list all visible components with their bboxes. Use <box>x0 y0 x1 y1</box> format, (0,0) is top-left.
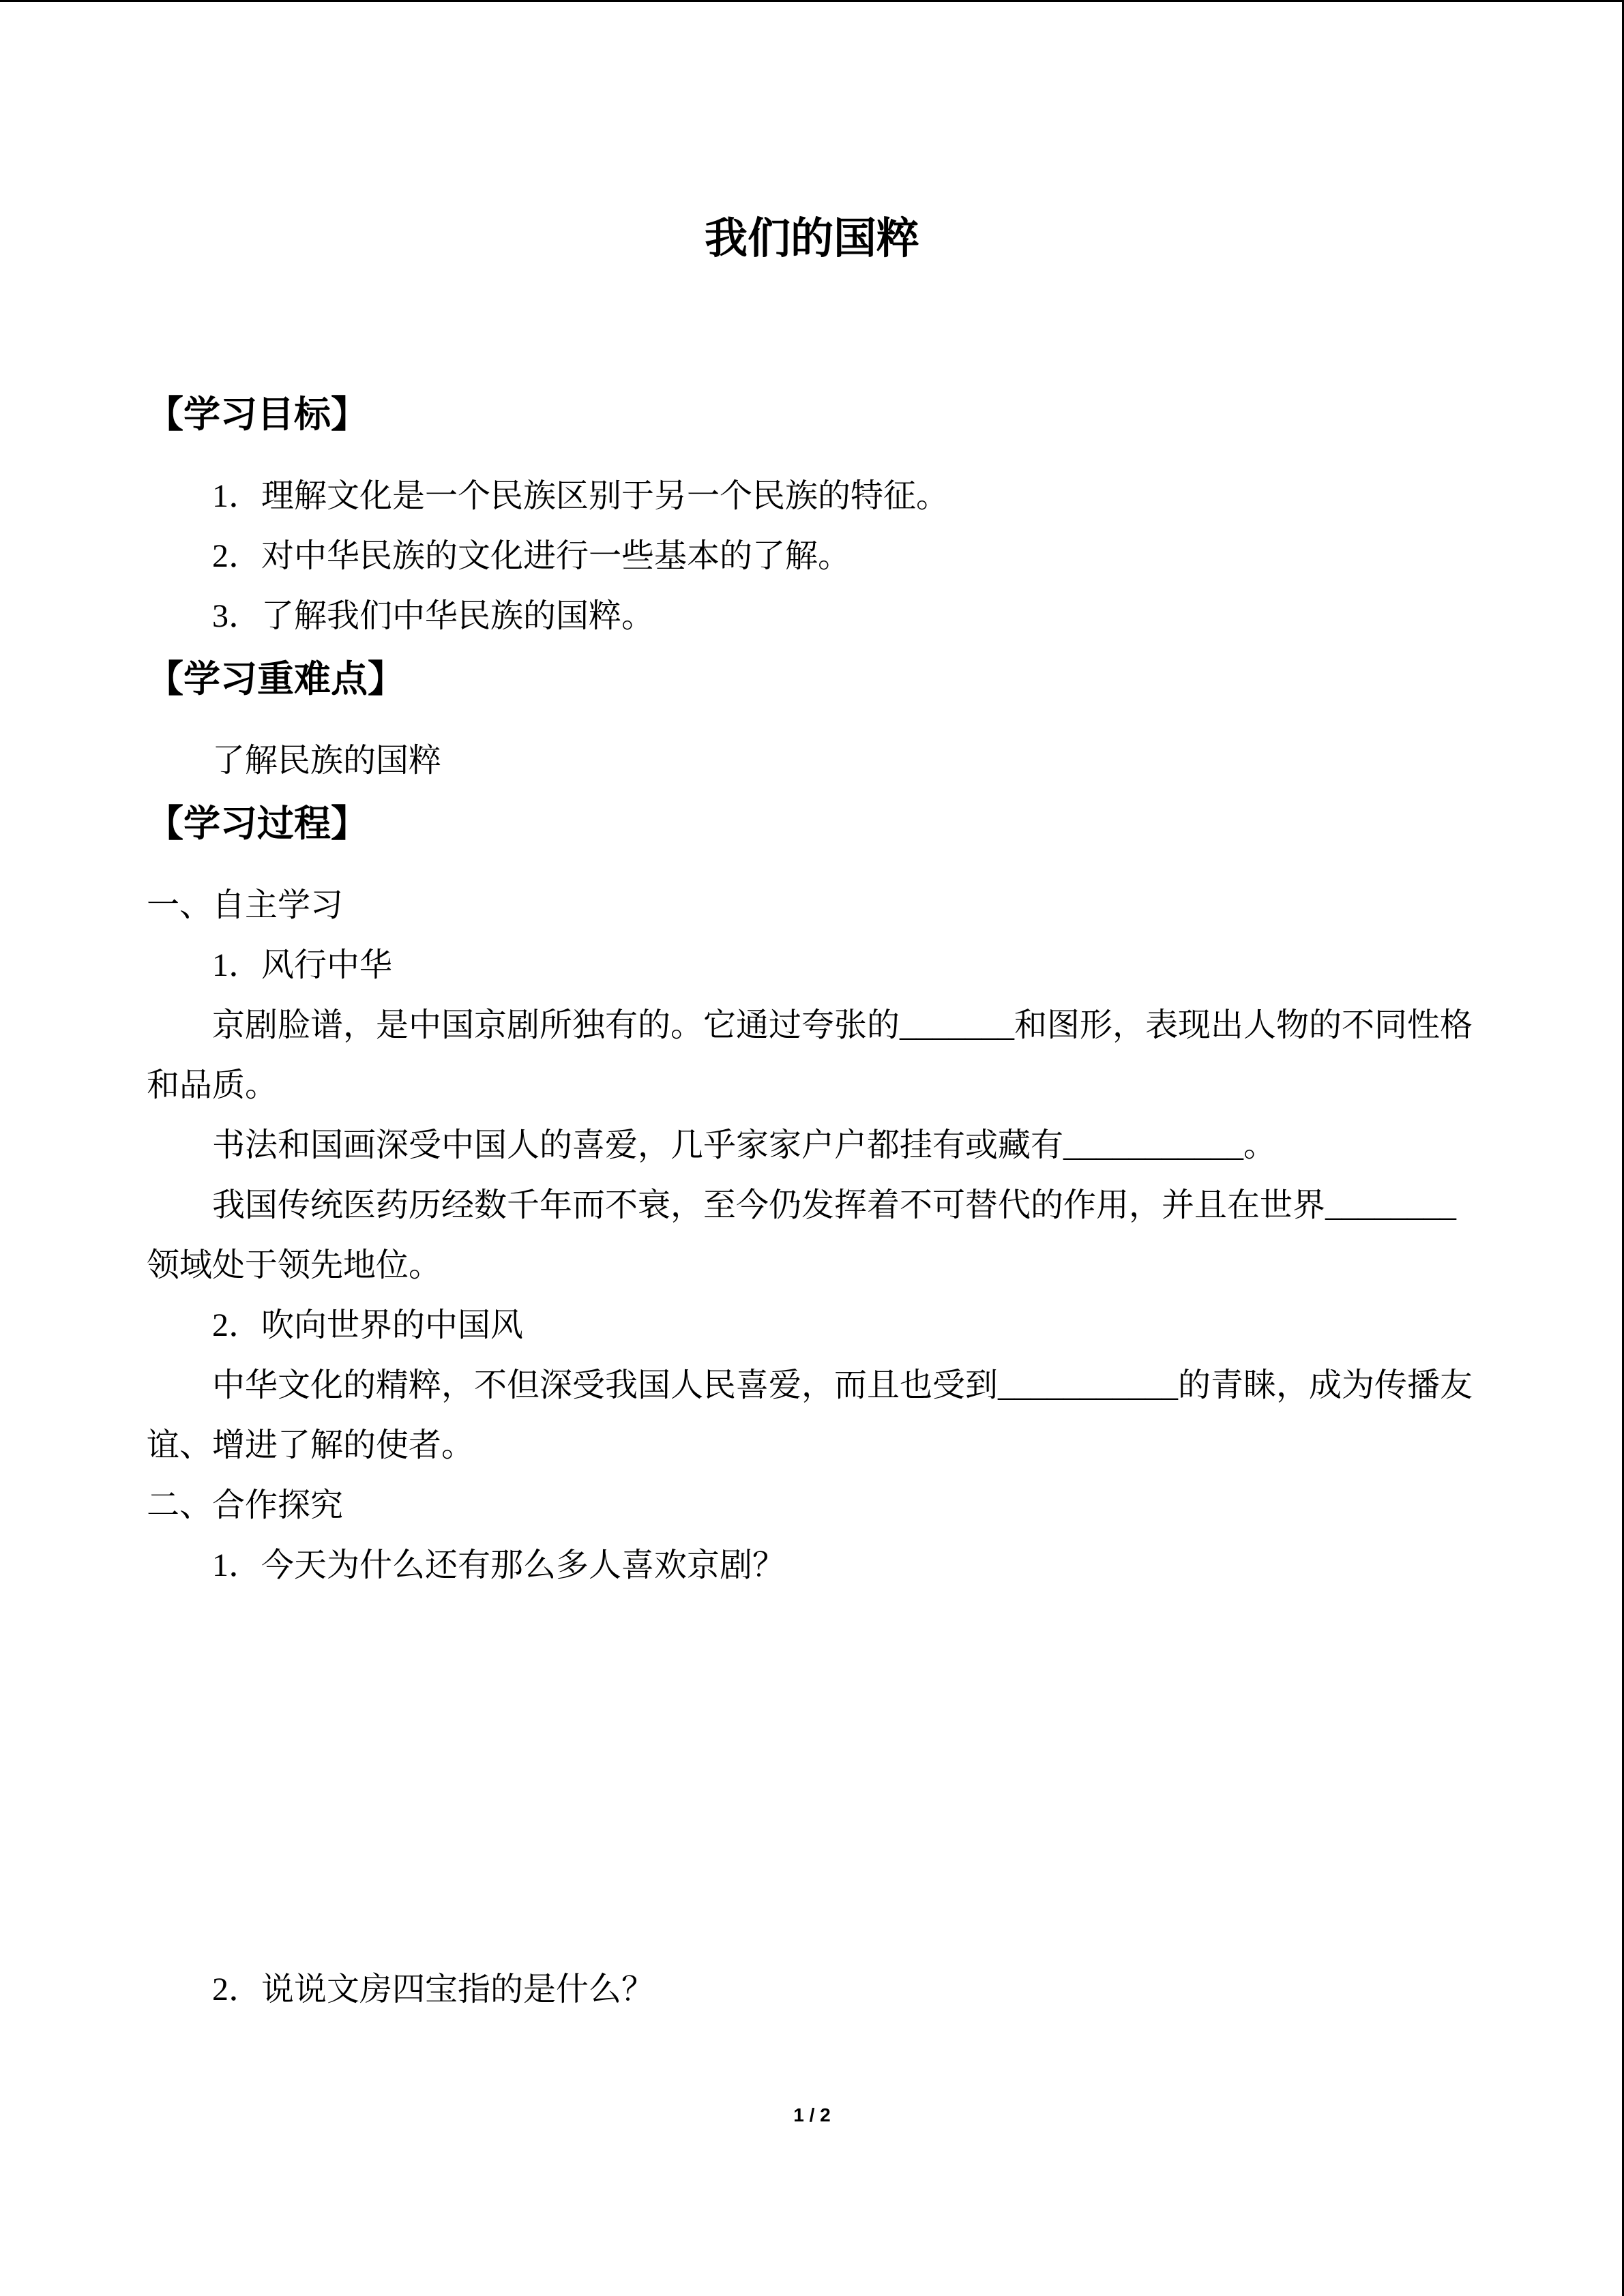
page-number: 1 / 2 <box>793 2104 831 2126</box>
paragraph-culture-essence-line-1: 中华文化的精粹，不但深受我国人民喜爱，而且也受到___________的青睐，成为传播友 <box>212 1367 1473 1403</box>
paragraph-culture-essence-line-2: 谊、增进了解的使者。 <box>147 1427 475 1463</box>
question-2: 2．说说文房四宝指的是什么？ <box>212 1971 655 2008</box>
question-1: 1．今天为什么还有那么多人喜欢京剧？ <box>212 1547 786 1583</box>
objective-item-1: 1．理解文化是一个民族区别于另一个民族的特征。 <box>212 478 949 514</box>
document-title: 我们的国粹 <box>705 215 919 263</box>
section-heading-process: 【学习过程】 <box>147 803 368 844</box>
part-heading-self-study: 一、自主学习 <box>147 887 344 923</box>
paragraph-medicine-line-2: 领域处于领先地位。 <box>147 1247 442 1283</box>
objective-item-2: 2．对中华民族的文化进行一些基本的了解。 <box>212 538 851 574</box>
part-heading-cooperative-inquiry: 二、合作探究 <box>147 1487 344 1523</box>
document-body <box>147 386 1477 2020</box>
objective-item-3: 3．了解我们中华民族的国粹。 <box>212 598 655 634</box>
subheading-chinese-wind: 2．吹向世界的中国风 <box>212 1307 524 1343</box>
subheading-popular-in-china: 1．风行中华 <box>212 947 393 983</box>
paragraph-opera-masks-line-2: 和品质。 <box>147 1067 278 1103</box>
answer-space <box>147 1596 1477 1960</box>
paragraph-opera-masks-line-1: 京剧脸谱，是中国京剧所独有的。它通过夸张的_______和图形，表现出人物的不同性格 <box>212 1007 1473 1043</box>
paragraph-calligraphy-line-1: 书法和国画深受中国人的喜爱，几乎家家户户都挂有或藏有___________。 <box>212 1127 1277 1163</box>
section-heading-objectives: 【学习目标】 <box>147 394 368 435</box>
paragraph-medicine-line-1: 我国传统医药历经数千年而不衰，至今仍发挥着不可替代的作用，并且在世界________ <box>212 1187 1457 1223</box>
key-points-text: 了解民族的国粹 <box>212 743 442 779</box>
section-heading-key-points: 【学习重难点】 <box>147 659 404 700</box>
